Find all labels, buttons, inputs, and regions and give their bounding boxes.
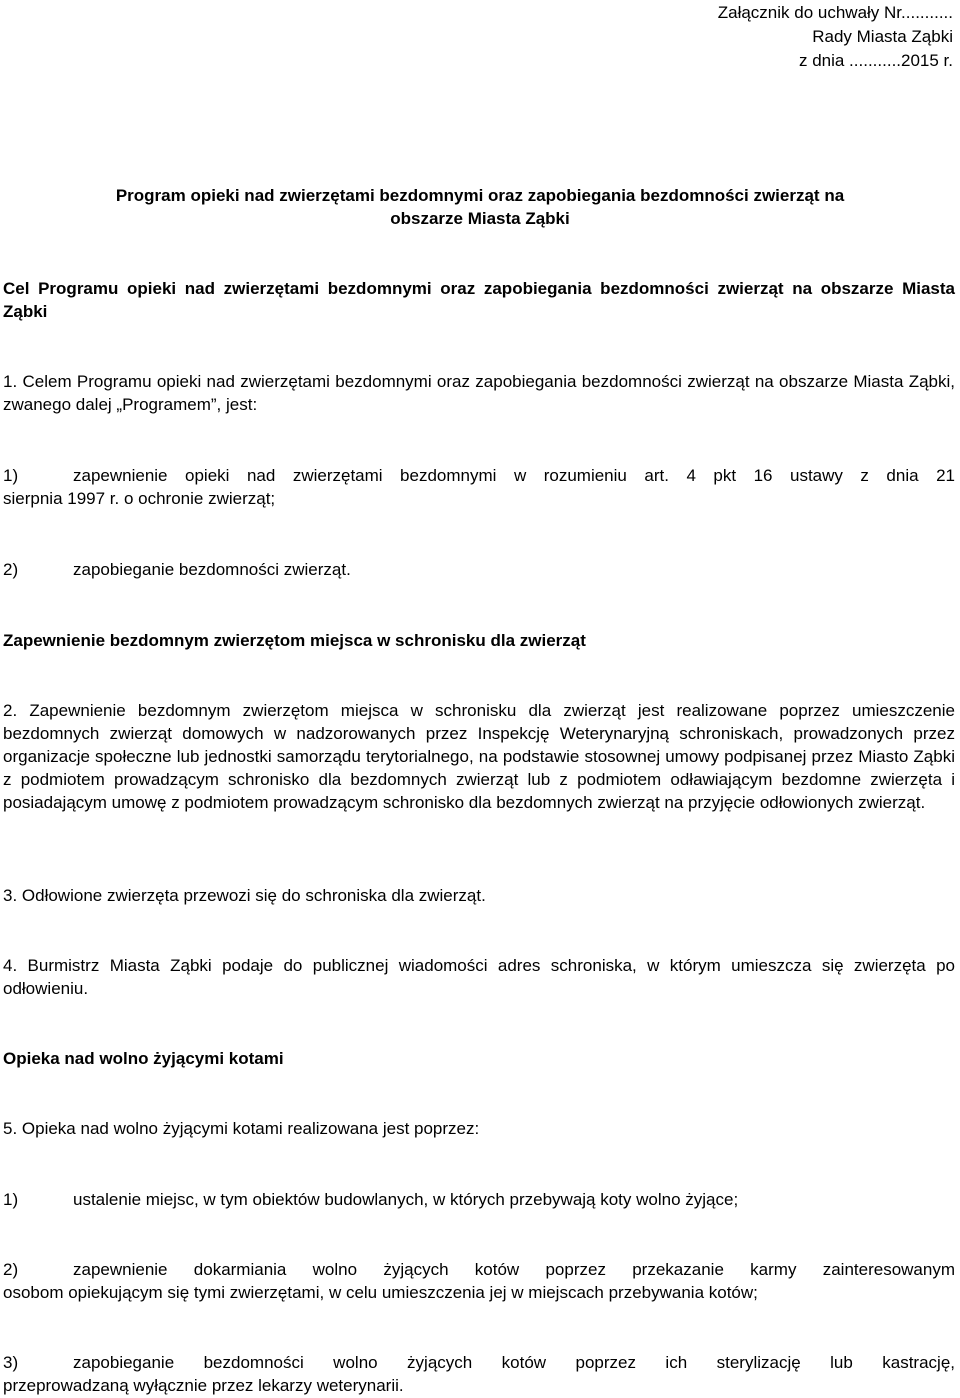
koty-item-2-row xyxy=(3,1258,955,1281)
header-line-2: Rady Miasta Ząbki xyxy=(812,27,953,46)
title-line-2: obszarze Miasta Ząbki xyxy=(390,209,570,228)
koty-item-2-continuation: osobom opiekującym się tymi zwierzętami, w celu umieszczenia jej w miejscach przebywania kotów; xyxy=(3,1283,758,1302)
koty-item-2-number: 2) xyxy=(3,1260,19,1279)
cel-item-1 xyxy=(3,464,955,510)
cel-item-2-text: zapobieganie bezdomności zwierząt. xyxy=(73,560,351,579)
cel-item-2-number: 2) xyxy=(3,560,19,579)
koty-item-1 xyxy=(3,1188,955,1211)
paragraph-3: 3. Odłowione zwierzęta przewozi się do schroniska dla zwierząt. xyxy=(3,886,486,905)
koty-item-3-row xyxy=(3,1351,955,1374)
cel-item-2-row xyxy=(3,558,955,581)
attachment-header xyxy=(718,1,953,73)
koty-item-3-text: zapobieganie bezdomności wolno żyjących kotów poprzez ich sterylizację lub kastrację, xyxy=(73,1353,955,1372)
header-line-1: Załącznik do uchwały Nr........... xyxy=(717,3,953,22)
koty-item-2 xyxy=(3,1258,955,1304)
section-heading-koty: Opieka nad wolno żyjącymi kotami xyxy=(3,1049,284,1068)
koty-item-3 xyxy=(3,1351,955,1397)
cel-item-1-row xyxy=(3,464,955,487)
koty-item-1-number: 1) xyxy=(3,1190,19,1209)
paragraph-1: 1. Celem Programu opieki nad zwierzętami bezdomnymi oraz zapobiegania bezdomności zwierząt na obszarze Miasta Ząbki, zwanego dalej „Programem”, jest: xyxy=(3,372,955,414)
title-line-1: Program opieki nad zwierzętami bezdomnymi oraz zapobiegania bezdomności zwierząt na xyxy=(115,186,845,205)
section-heading-cel: Cel Programu opieki nad zwierzętami bezdomnymi oraz zapobiegania bezdomności zwierząt na obszarze Miasta Ząbki xyxy=(3,279,955,321)
document-title xyxy=(0,184,960,230)
koty-item-1-row xyxy=(3,1188,955,1211)
koty-item-3-number: 3) xyxy=(3,1353,19,1372)
paragraph-2: 2. Zapewnienie bezdomnym zwierzętom miejsca w schronisku dla zwierząt jest realizowane poprzez umieszczenie bezdomnych zwierząt domowych w nadzorowanych przez Inspekcję Weterynaryjną schroniskach, prowadzonych przez organizacje społeczne lub jednostki samorządu terytorialnego, na podstawie stosownej umowy podpisanej przez Miasto Ząbki z podmiotem prowadzącym schronisko dla bezdomnych zwierząt lub z podmiotem odławiającym bezdomne zwierzęta i posiadającym umowę z podmiotem prowadzącym schronisko dla bezdomnych zwierząt na przyjęcie odłowionych zwierząt. xyxy=(3,701,955,812)
koty-item-2-text: zapewnienie dokarmiania wolno żyjących kotów poprzez przekazanie karmy zainteresowanym xyxy=(73,1260,955,1279)
section-heading-schronisko: Zapewnienie bezdomnym zwierzętom miejsca w schronisku dla zwierząt xyxy=(3,631,586,650)
koty-item-1-text: ustalenie miejsc, w tym obiektów budowlanych, w których przebywają koty wolno żyjące; xyxy=(73,1190,739,1209)
paragraph-4: 4. Burmistrz Miasta Ząbki podaje do publicznej wiadomości adres schroniska, w którym umieszcza się zwierzęta po odłowieniu. xyxy=(3,956,955,998)
paragraph-5: 5. Opieka nad wolno żyjącymi kotami realizowana jest poprzez: xyxy=(3,1119,480,1138)
cel-item-1-number: 1) xyxy=(3,466,19,485)
koty-item-3-continuation: przeprowadzaną wyłącznie przez lekarzy weterynarii. xyxy=(3,1376,404,1395)
cel-item-1-continuation: sierpnia 1997 r. o ochronie zwierząt; xyxy=(3,489,276,508)
cel-item-2 xyxy=(3,558,955,581)
header-line-3: z dnia ...........2015 r. xyxy=(798,51,953,70)
cel-item-1-text: zapewnienie opieki nad zwierzętami bezdomnymi w rozumieniu art. 4 pkt 16 ustawy z dnia 21 xyxy=(73,466,955,485)
